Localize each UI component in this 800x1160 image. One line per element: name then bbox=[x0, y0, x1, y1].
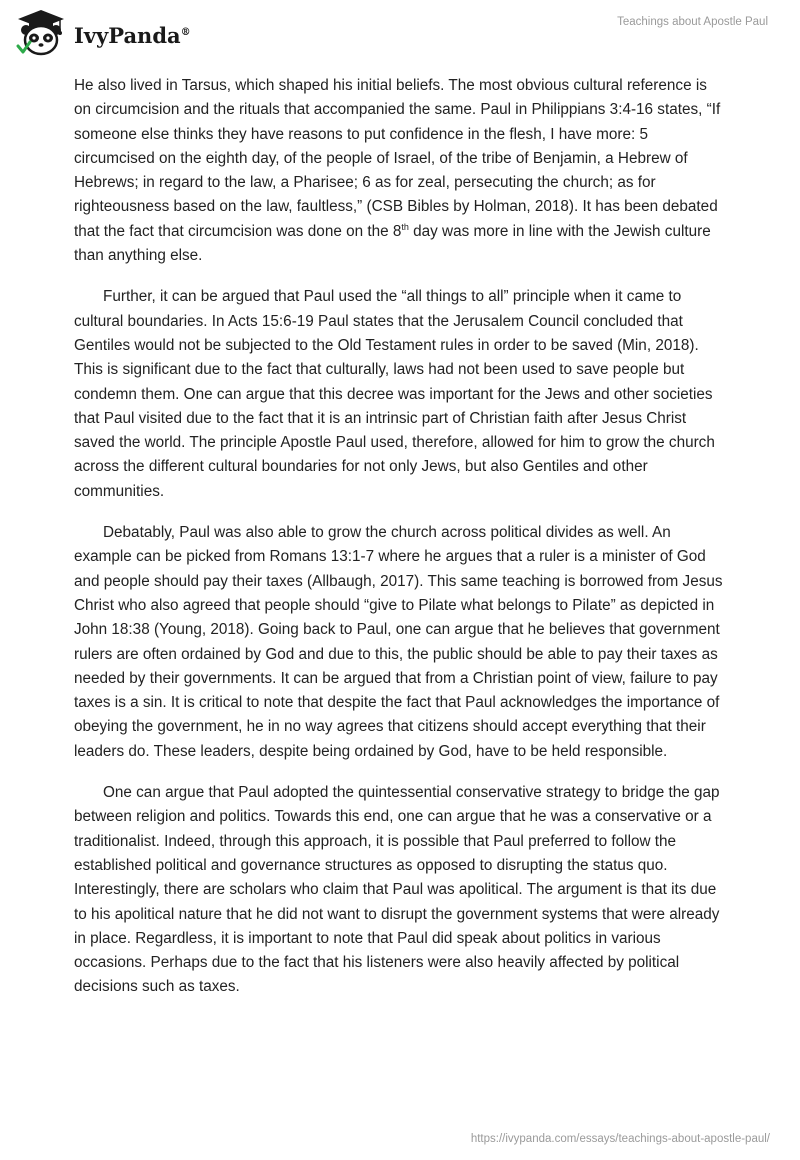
paragraph-2: Further, it can be argued that Paul used the “all things to all” principle when it came to cultural boundaries. In Acts 15:6-19 Paul states that the Jerusalem Council concluded that Gentiles would not be subjected to the Old Testament rules in order to be saved (Min, 2018). This is significant due to the fact that culturally, laws had not been used to save people but condemn them. One can argue that this decree was important for the Jews and other societies that Paul visited due to the fact that it is an intrinsic part of Christian faith after Jesus Christ saved the world. The principle Apostle Paul used, therefore, allowed for him to grow the church across the different cultural boundaries for not only Jews, but also Gentiles and other communities. bbox=[74, 288, 715, 500]
ivypanda-logo[interactable] bbox=[14, 8, 191, 58]
page-header bbox=[0, 0, 800, 70]
paragraph-3: Debatably, Paul was also able to grow the church across political divides as well. An example can be picked from Romans 13:1-7 where he argues that a ruler is a minister of God and people should pay their taxes (Allbaugh, 2017). This same teaching is borrowed from Jesus Christ who also agreed that people should “give to Pilate what belongs to Pilate” as depicted in John 18:38 (Young, 2018). Going back to Paul, one can argue that he believes that government rulers are often ordained by God and due to this, the public should be able to pay their taxes as needed by their governments. It can be argued that from a Christian point of view, failure to pay taxes is a sin. It is critical to note that despite the fact that Paul acknowledges the importance of obeying the government, he in no way agrees that citizens should accept everything that their leaders do. These leaders, despite being ordained by God, have to be held responsible. bbox=[74, 524, 723, 760]
source-url-link[interactable]: https://ivypanda.com/essays/teachings-about-apostle-paul/ bbox=[470, 1133, 770, 1145]
document-title: Teachings about Apostle Paul bbox=[617, 16, 768, 28]
paragraph-1: He also lived in Tarsus, which shaped his initial beliefs. The most obvious cultural reference is on circumcision and the rituals that accompanied the same. Paul in Philippians 3:4-16 states, “If someone else thinks they have reasons to put confidence in the flesh, I have more: 5 circumcised on the eighth day, of the people of Israel, of the tribe of Benjamin, a Hebrew of Hebrews; in regard to the law, a Pharisee; 6 as for zeal, persecuting the church; as for righteousness based on the law, faultless,” (CSB Bibles by Holman, 2018). It has been debated that the fact that circumcision was done on the 8th day was more in line with the Jewish culture than anything else. bbox=[74, 77, 721, 265]
ordinal-superscript: th bbox=[401, 221, 409, 232]
logo-wordmark: IvyPanda® bbox=[74, 22, 191, 48]
paragraph-4: One can argue that Paul adopted the quintessential conservative strategy to bridge the gap between religion and politics. Towards this end, one can argue that he was a conservative or a traditionalist. Indeed, through this approach, it is possible that Paul preferred to follow the established political and governance structures as opposed to disrupting the status quo. Interestingly, there are scholars who claim that Paul was apolitical. The argument is that its due to his apolitical nature that he did not want to disrupt the government systems that were already in place. Regardless, it is important to note that Paul did speak about politics in various occasions. Perhaps due to the fact that his listeners were also heavily affected by political decisions such as taxes. bbox=[74, 784, 720, 996]
essay-body bbox=[74, 74, 726, 1017]
panda-graduate-icon bbox=[14, 8, 68, 58]
